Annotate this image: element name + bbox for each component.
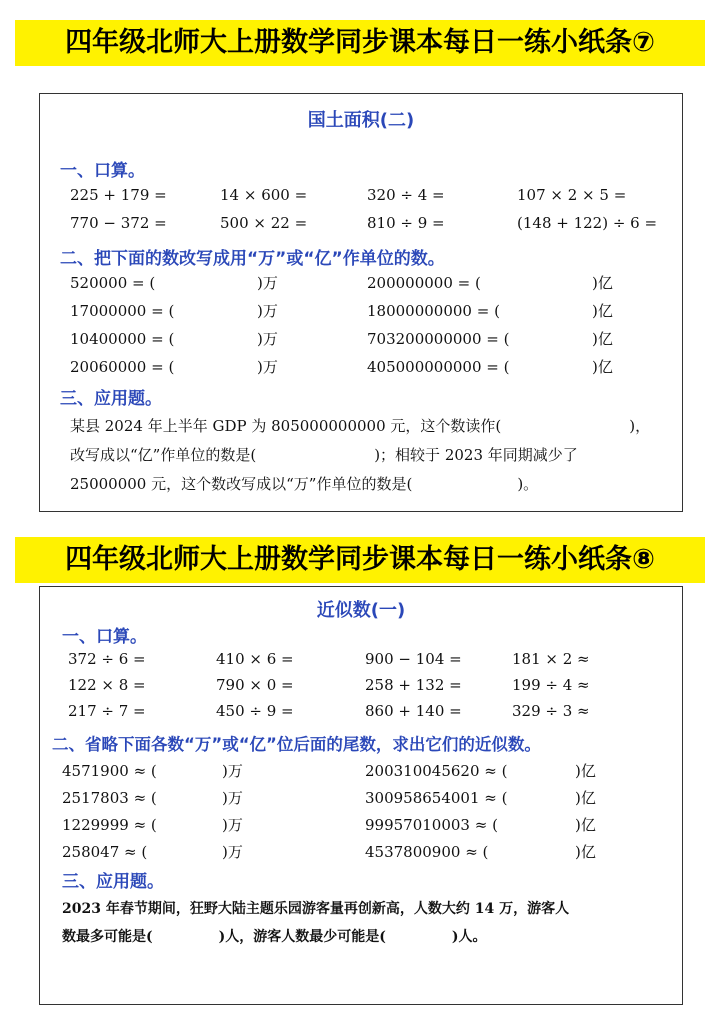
sheet8-section-mental: 一、口算。 xyxy=(62,627,147,647)
mental-item: 225 + 179 = xyxy=(70,186,167,204)
approx-unit: )万 xyxy=(222,843,243,861)
sheet7-section-rewrite: 二、把下面的数改写成用“万”或“亿”作单位的数。 xyxy=(60,249,445,269)
rewrite-question: 18000000000 = ( xyxy=(367,302,500,320)
sheet7-rewrite-row xyxy=(40,355,682,379)
sheet7-problem-line xyxy=(70,470,538,499)
sheet7-mental-row xyxy=(40,211,682,235)
sheet8-title: 近似数(一) xyxy=(316,600,406,621)
mental-item: 320 ÷ 4 = xyxy=(367,186,445,204)
sheet7-problem-line xyxy=(70,412,650,441)
approx-question: 300958654001 ≈ ( xyxy=(365,789,508,807)
mental-item: 770 − 372 = xyxy=(70,214,167,232)
problem-text: 数最多可能是( xyxy=(62,929,153,945)
approx-question: 258047 ≈ ( xyxy=(62,843,148,861)
rewrite-unit: )亿 xyxy=(592,274,613,292)
mental-item: 329 ÷ 3 ≈ xyxy=(512,702,590,720)
sheet7-mental-row xyxy=(40,183,682,207)
approx-question: 4571900 ≈ ( xyxy=(62,762,157,780)
approx-unit: )万 xyxy=(222,816,243,834)
mental-item: 790 × 0 = xyxy=(216,676,294,694)
mental-item: 181 × 2 ≈ xyxy=(512,650,590,668)
sheet7-problem-line xyxy=(70,441,578,470)
sheet7-card xyxy=(39,93,683,512)
rewrite-question: 703200000000 = ( xyxy=(367,330,510,348)
sheet7-title: 国土面积(二) xyxy=(307,110,415,131)
mental-item: 900 − 104 = xyxy=(365,650,462,668)
problem-text: )人，游客人数最少可能是( xyxy=(218,929,386,945)
sheet8-approx-row xyxy=(40,759,682,783)
rewrite-unit: )万 xyxy=(257,274,278,292)
problem-text: 25000000 元，这个数改写成以“万”作单位的数是( xyxy=(70,475,413,493)
approx-unit: )万 xyxy=(222,789,243,807)
sheet8-mental-row xyxy=(40,647,682,671)
mental-item: 450 ÷ 9 = xyxy=(216,702,294,720)
mental-item: 258 + 132 = xyxy=(365,676,462,694)
sheet8-mental-row xyxy=(40,673,682,697)
approx-unit: )万 xyxy=(222,762,243,780)
problem-text: )人。 xyxy=(451,929,487,945)
rewrite-unit: )亿 xyxy=(592,302,613,320)
mental-item: 122 × 8 = xyxy=(68,676,146,694)
mental-item: 810 ÷ 9 = xyxy=(367,214,445,232)
sheet8-mental-row xyxy=(40,699,682,723)
mental-item: 860 + 140 = xyxy=(365,702,462,720)
sheet8-section-problem: 三、应用题。 xyxy=(62,872,164,892)
problem-text: 2023 年春节期间，狂野大陆主题乐园游客量再创新高，人数大约 14 万，游客人 xyxy=(62,901,570,917)
problem-text: )；相较于 2023 年同期减少了 xyxy=(374,446,578,464)
rewrite-unit: )万 xyxy=(257,330,278,348)
approx-question: 2517803 ≈ ( xyxy=(62,789,157,807)
sheet8-banner: 四年级北师大上册数学同步课本每日一练小纸条⑧ xyxy=(15,537,705,583)
sheet8-approx-row xyxy=(40,786,682,810)
approx-unit: )亿 xyxy=(575,816,596,834)
rewrite-unit: )万 xyxy=(257,358,278,376)
sheet8-problem-line xyxy=(62,923,487,952)
approx-question: 200310045620 ≈ ( xyxy=(365,762,508,780)
approx-unit: )亿 xyxy=(575,843,596,861)
mental-item: 199 ÷ 4 ≈ xyxy=(512,676,590,694)
rewrite-unit: )亿 xyxy=(592,358,613,376)
approx-unit: )亿 xyxy=(575,789,596,807)
problem-text: )。 xyxy=(517,475,539,493)
problem-text: )， xyxy=(629,417,651,435)
sheet7-rewrite-row xyxy=(40,299,682,323)
mental-item: 107 × 2 × 5 = xyxy=(517,186,627,204)
approx-question: 1229999 ≈ ( xyxy=(62,816,157,834)
approx-question: 4537800900 ≈ ( xyxy=(365,843,489,861)
rewrite-unit: )万 xyxy=(257,302,278,320)
sheet8-approx-row xyxy=(40,813,682,837)
problem-text: 改写成以“亿”作单位的数是( xyxy=(70,446,257,464)
problem-text: 某县 2024 年上半年 GDP 为 805000000000 元，这个数读作( xyxy=(70,417,502,435)
sheet7-rewrite-row xyxy=(40,271,682,295)
sheet7-section-mental: 一、口算。 xyxy=(60,161,145,181)
sheet7-section-problem: 三、应用题。 xyxy=(60,389,162,409)
rewrite-question: 17000000 = ( xyxy=(70,302,175,320)
approx-unit: )亿 xyxy=(575,762,596,780)
sheet8-approx-row xyxy=(40,840,682,864)
rewrite-unit: )亿 xyxy=(592,330,613,348)
rewrite-question: 200000000 = ( xyxy=(367,274,481,292)
mental-item: 500 × 22 = xyxy=(220,214,308,232)
mental-item: (148 + 122) ÷ 6 = xyxy=(517,214,658,232)
sheet8-card xyxy=(39,586,683,1005)
mental-item: 217 ÷ 7 = xyxy=(68,702,146,720)
rewrite-question: 10400000 = ( xyxy=(70,330,175,348)
rewrite-question: 20060000 = ( xyxy=(70,358,175,376)
sheet7-rewrite-row xyxy=(40,327,682,351)
rewrite-question: 405000000000 = ( xyxy=(367,358,510,376)
sheet8-problem-line xyxy=(62,895,569,924)
sheet7-banner: 四年级北师大上册数学同步课本每日一练小纸条⑦ xyxy=(15,20,705,66)
mental-item: 410 × 6 = xyxy=(216,650,294,668)
sheet8-section-approx: 二、省略下面各数“万”或“亿”位后面的尾数，求出它们的近似数。 xyxy=(52,735,541,754)
mental-item: 14 × 600 = xyxy=(220,186,308,204)
rewrite-question: 520000 = ( xyxy=(70,274,156,292)
mental-item: 372 ÷ 6 = xyxy=(68,650,146,668)
approx-question: 99957010003 ≈ ( xyxy=(365,816,498,834)
